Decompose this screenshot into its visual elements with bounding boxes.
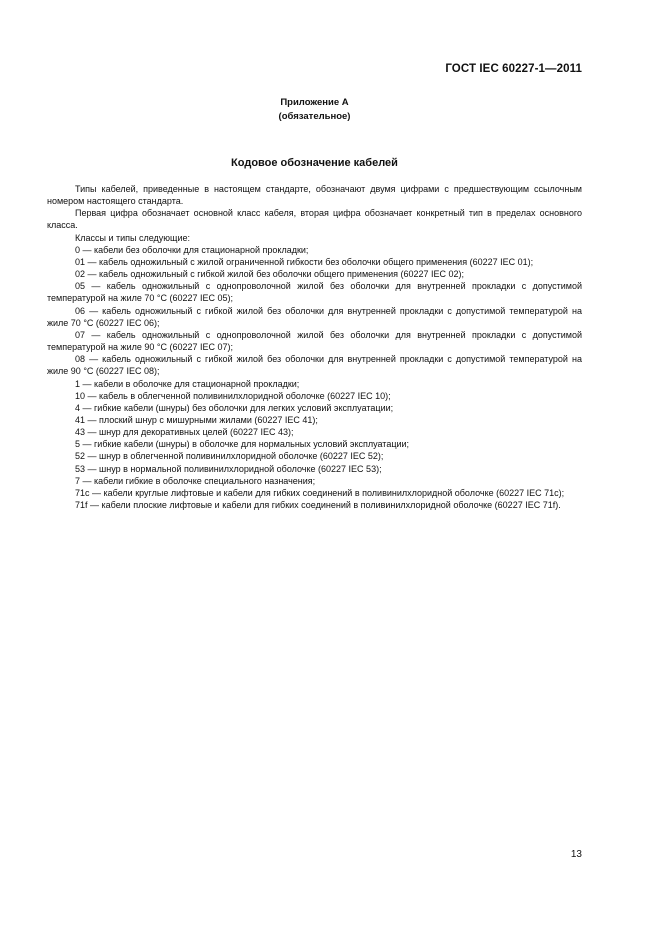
list-item: 07 — кабель одножильный с однопроволочной жилой без оболочки для внутренней прокладки с допустимой температурой на жиле 90 °С (60227 IEC 07); — [47, 329, 582, 353]
list-item: 08 — кабель одножильный с гибкой жилой без оболочки для внутренней прокладки с допустимой температурой на жиле 90 °С (60227 IEC 08); — [47, 354, 582, 377]
list-item: 5 — гибкие кабели (шнуры) в оболочке для нормальных условий эксплуатации; — [75, 439, 410, 450]
list-item: 05 — кабель одножильный с однопроволочной жилой без оболочки для внутренней прокладки с допустимой температурой на жиле 70 °С (60227 IEC 05); — [47, 281, 582, 304]
standard-header: ГОСТ IEC 60227-1—2011 — [445, 63, 582, 75]
list-item: 02 — кабель одножильный с гибкой жилой без оболочки общего применения (60227 IEC 02); — [75, 269, 465, 280]
list-item: 71с — кабели круглые лифтовые и кабели для гибких соединений в поливинилхлоридной оболочке (60227 IEC 71c); — [75, 487, 565, 498]
list-item: 7 — кабели гибкие в оболочке специального назначения; — [75, 475, 316, 486]
section-title: Кодовое обозначение кабелей — [231, 157, 398, 169]
list-item: 41 — плоский шнур с мишурными жилами (60227 IEC 41); — [75, 414, 318, 425]
list-item: 10 — кабель в облегченной поливинилхлоридной оболочке (60227 IEC 10); — [75, 390, 391, 401]
list-item: 43 — шнур для декоративных целей (60227 IEC 43); — [75, 427, 294, 438]
list-item: 1 — кабели в оболочке для стационарной прокладки; — [75, 378, 300, 389]
list-item: 06 — кабель одножильный с гибкой жилой без оболочки для внутренней прокладки с допустимой температурой на жиле 70 °С (60227 IEC 06); — [47, 305, 582, 328]
list-item: 52 — шнур в облегченной поливинилхлоридной оболочке (60227 IEC 52); — [75, 451, 384, 462]
paragraph-digits: Первая цифра обозначает основной класс кабеля, вторая цифра обозначает конкретный тип в пределах основного класса. — [47, 208, 582, 231]
annex-status: (обязательное) — [278, 111, 351, 122]
annex-heading — [0, 96, 629, 124]
annex-label: Приложение А — [280, 97, 349, 108]
list-item: 4 — гибкие кабели (шнуры) без оболочки для легких условий эксплуатации; — [75, 402, 394, 413]
list-item: 01 — кабель одножильный с жилой ограниченной гибкости без оболочки общего применения (60227 IEC 01); — [75, 256, 534, 267]
body-text — [47, 183, 582, 511]
list-item: 71f — кабели плоские лифтовые и кабели для гибких соединений в поливинилхлоридной оболочке (60227 IEC 71f). — [75, 500, 561, 511]
list-item: 53 — шнур в нормальной поливинилхлоридной оболочке (60227 IEC 53); — [75, 463, 382, 474]
paragraph-classes-heading: Классы и типы следующие: — [75, 232, 190, 243]
list-item: 0 — кабели без оболочки для стационарной прокладки; — [75, 244, 309, 255]
paragraph-intro: Типы кабелей, приведенные в настоящем стандарте, обозначают двумя цифрами с предшествующим ссылочным номером настоящего стандарта. — [47, 184, 582, 207]
page-number: 13 — [570, 849, 582, 860]
